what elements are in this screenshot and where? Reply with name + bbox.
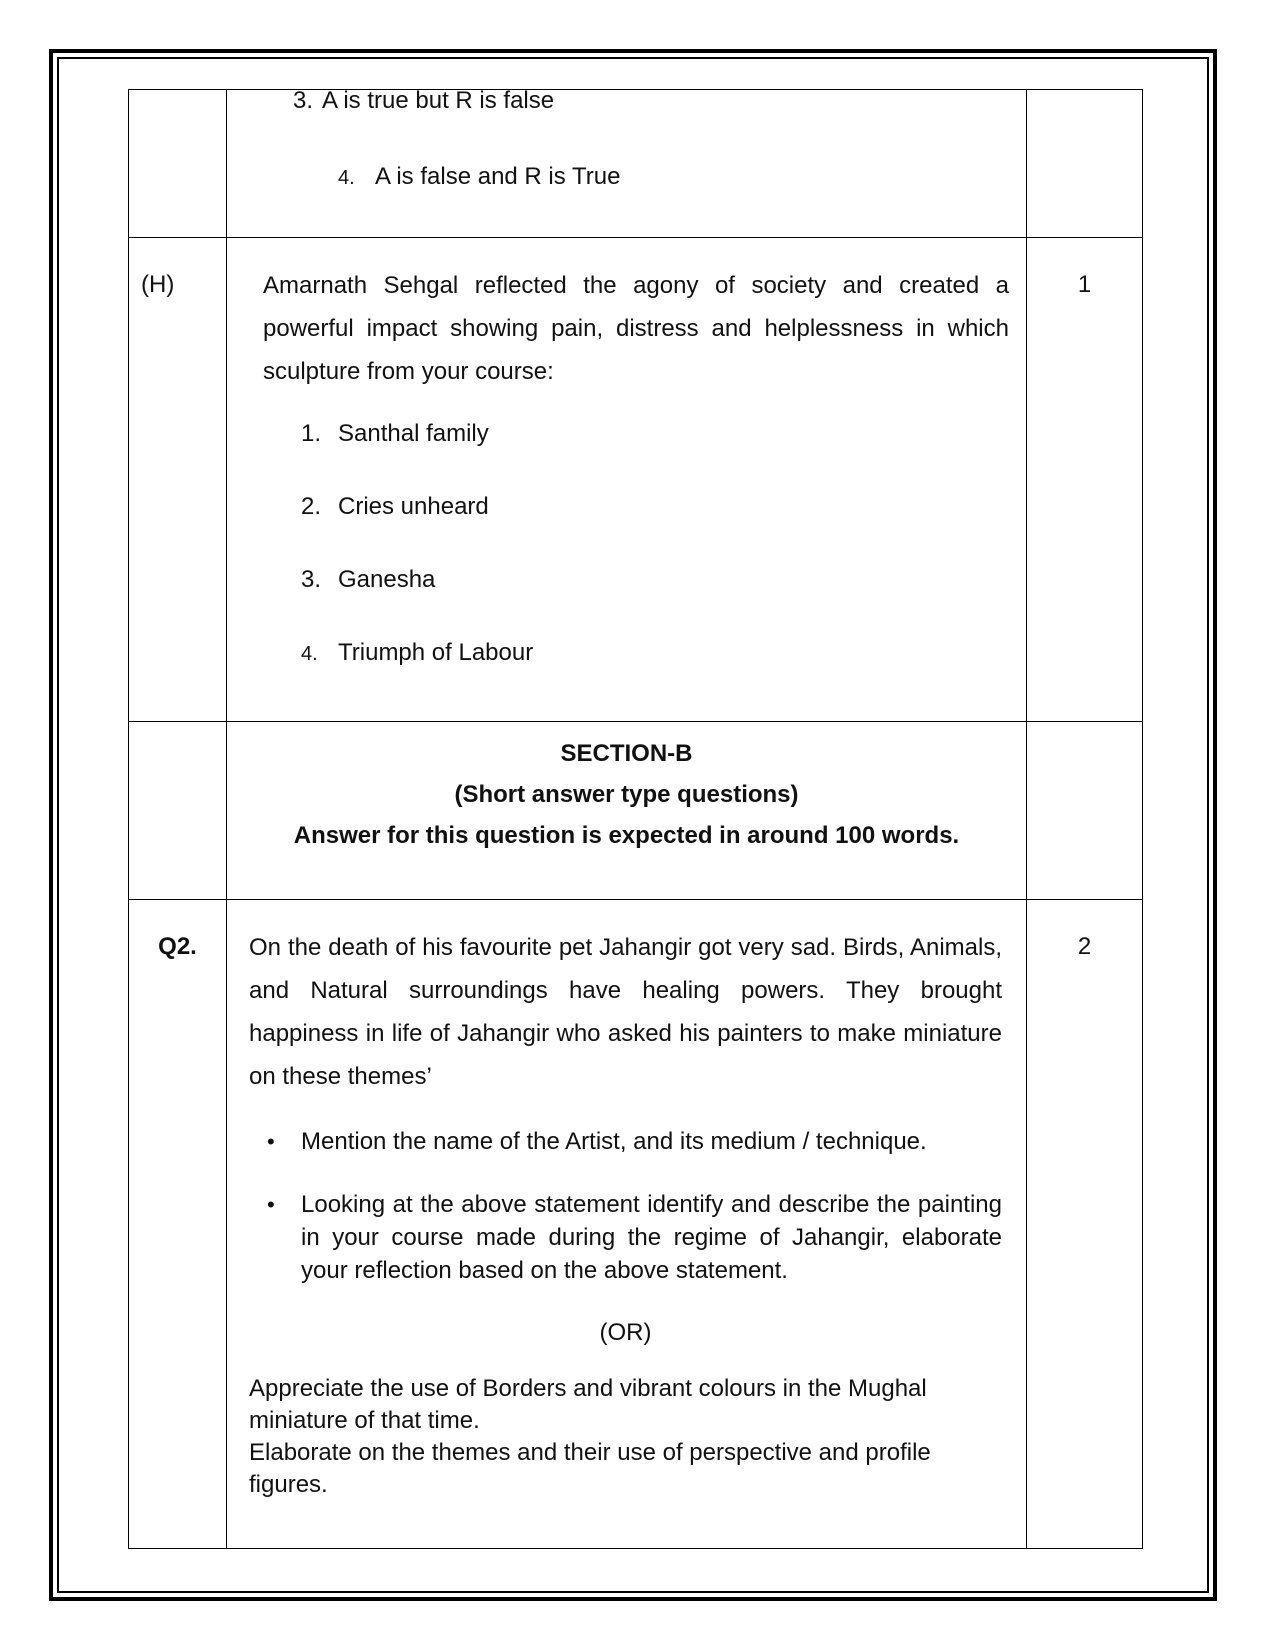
marks-cell-empty (1027, 722, 1143, 900)
marks-cell (1027, 238, 1143, 722)
question-text: On the death of his favourite pet Jahangir got very sad. Birds, Animals, and Natural surroundings have healing powers. They brought happiness in life of Jahangir who asked his painters to make miniature on these themes’ (249, 934, 1002, 1090)
option-text: Cries unheard (338, 493, 489, 520)
bullet-text: Mention the name of the Artist, and its medium / technique. (301, 1128, 927, 1155)
option-number: 3. (301, 566, 322, 593)
marks-cell (1027, 900, 1143, 1549)
section-header-cell (227, 722, 1027, 900)
qno-cell (129, 900, 227, 1549)
bullet-icon: • (267, 1129, 275, 1154)
marks-value: 2 (1077, 933, 1092, 960)
table-row-section-header (129, 722, 1143, 900)
or-label: (OR) (599, 1319, 652, 1346)
qno-cell-empty (129, 722, 227, 900)
marks-cell-empty (1027, 90, 1143, 238)
option-item (301, 493, 1026, 566)
question-text: Amarnath Sehgal reflected the agony of society and created a powerful impact showing pain, distress and helplessness in which sculpture from your course: (263, 272, 1009, 385)
option-number: 2. (301, 493, 322, 520)
question-number: (H) (141, 271, 175, 298)
table-row-question-h (129, 238, 1143, 722)
list-item (249, 1125, 1002, 1158)
question-number: Q2. (158, 933, 197, 960)
option-item (293, 87, 1026, 115)
question-table (128, 89, 1143, 1549)
list-item (249, 1188, 1002, 1287)
section-instruction: Answer for this question is expected in around 100 words. (293, 822, 960, 849)
option-number: 3. (293, 87, 314, 114)
option-text: Triumph of Labour (338, 639, 534, 666)
alternative-line: Elaborate on the themes and their use of perspective and profile figures. (249, 1439, 931, 1498)
qno-cell (129, 238, 227, 722)
option-text: A is true but R is false (322, 87, 555, 114)
section-subtitle: (Short answer type questions) (454, 781, 799, 808)
option-text: Santhal family (338, 420, 489, 447)
options-cell (227, 87, 1027, 238)
section-title: SECTION-B (560, 740, 693, 767)
option-text: A is false and R is True (375, 163, 621, 190)
option-item (338, 163, 1026, 191)
bullet-icon: • (267, 1192, 275, 1217)
table-row-continued-options (129, 90, 1143, 238)
question-cell (227, 900, 1027, 1549)
qno-cell-empty (129, 90, 227, 238)
option-text: Ganesha (338, 566, 436, 593)
alternative-question (249, 1373, 1002, 1501)
option-number: 4. (301, 643, 318, 665)
option-number: 4. (338, 167, 355, 189)
option-item (301, 420, 1026, 493)
table-row-question-2 (129, 900, 1143, 1549)
question-cell (227, 238, 1027, 722)
bullet-list (249, 1125, 1002, 1287)
marks-value: 1 (1077, 271, 1092, 298)
option-number: 1. (301, 420, 322, 447)
bullet-text: Looking at the above statement identify and describe the painting in your course made during the regime of Jahangir, elaborate your reflection based on the above statement. (301, 1191, 1002, 1284)
option-item (301, 566, 1026, 639)
alternative-line: Appreciate the use of Borders and vibrant colours in the Mughal miniature of that time. (249, 1375, 927, 1434)
option-item (301, 639, 1026, 679)
